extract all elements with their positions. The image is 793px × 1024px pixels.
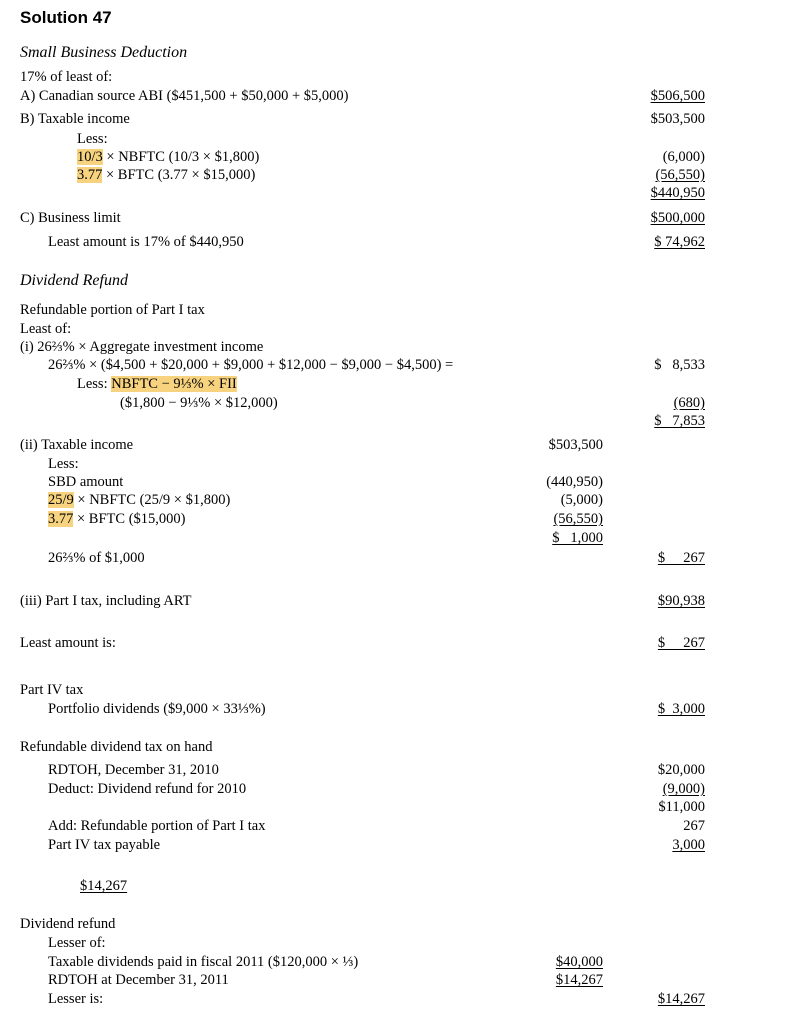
sbd-b-amount: $503,500 — [650, 111, 705, 127]
dr-iii-amount: $90,938 — [657, 593, 705, 609]
rdtoh-deduct: Deduct: Dividend refund for 2010 — [48, 781, 247, 797]
dr-ii-sbd: SBD amount — [48, 474, 124, 490]
dr-least-of: Least of: — [20, 321, 72, 337]
dr-iii-label: (iii) Part I tax, including ART — [20, 593, 192, 609]
dr-least-label: Least amount is: — [20, 635, 116, 651]
refund-lesser-amount: $14,267 — [657, 991, 705, 1007]
dr-ii-pct-amount: $ 267 — [657, 550, 705, 566]
sbd-intro: 17% of least of: — [20, 69, 113, 85]
sbd-bftc-amount: (56,550) — [655, 167, 705, 183]
rdtoh-p4-amount: 3,000 — [672, 837, 705, 853]
sbd-least-amount: $ 74,962 — [654, 234, 705, 250]
dr-ii-bftc-text: × BFTC ($15,000) — [73, 511, 186, 527]
dr-least-amount: $ 267 — [657, 635, 705, 651]
sbd-least-label: Least amount is 17% of $440,950 — [48, 234, 244, 250]
dr-ii-nbftc-text: × NBFTC (25/9 × $1,800) — [73, 492, 231, 508]
sbd-a-label: A) Canadian source ABI ($451,500 + $50,000 + $5,000) — [20, 88, 349, 104]
rdtoh-opening-amount: $20,000 — [657, 762, 705, 778]
dr-ii-nbftc-amount: (5,000) — [560, 492, 603, 508]
sbd-bftc-text: × BFTC (3.77 × $15,000) — [102, 167, 256, 183]
rdtoh-add: Add: Refundable portion of Part I tax — [48, 818, 266, 834]
refund-heading: Dividend refund — [20, 916, 116, 932]
rdtoh-opening: RDTOH, December 31, 2010 — [48, 762, 219, 778]
p4-heading: Part IV tax — [20, 682, 84, 698]
p4-amount: $ 3,000 — [657, 701, 705, 717]
refund-lesser-is: Lesser is: — [48, 991, 104, 1007]
sbd-less: Less: — [77, 131, 108, 147]
sbd-c-amount: $500,000 — [650, 210, 705, 226]
refund-lesser-of: Lesser of: — [48, 935, 106, 951]
dr-ii-sbd-amount: (440,950) — [546, 474, 603, 490]
rdtoh-p4: Part IV tax payable — [48, 837, 161, 853]
sbd-b-total: $440,950 — [650, 185, 705, 201]
dr-portion: Refundable portion of Part I tax — [20, 302, 205, 318]
dr-i-less-line — [77, 376, 237, 393]
p4-portfolio: Portfolio dividends ($9,000 × 33⅓%) — [48, 701, 266, 717]
dr-ii-nbftc-line — [48, 492, 230, 509]
dr-ii-amount: $503,500 — [548, 437, 603, 453]
refund-rdtoh: RDTOH at December 31, 2011 — [48, 972, 229, 988]
rdtoh-add-amount: 267 — [683, 818, 705, 834]
sbd-heading: Small Business Deduction — [20, 44, 188, 61]
dr-i-amount: $ 8,533 — [654, 357, 705, 373]
dr-ii-bftc-amount: (56,550) — [553, 511, 603, 527]
dr-i-label: (i) 26⅔% × Aggregate investment income — [20, 339, 264, 355]
highlight-factor: 25/9 — [48, 492, 74, 508]
rdtoh-total: $14,267 — [80, 878, 128, 894]
refund-rdtoh-amount: $14,267 — [555, 972, 603, 988]
dr-i-total: $ 7,853 — [654, 413, 705, 429]
dr-i-calc: 26⅔% × ($4,500 + $20,000 + $9,000 + $12,000 − $9,000 − $4,500) = — [48, 357, 454, 373]
rdtoh-subtotal: $11,000 — [658, 799, 705, 815]
dr-ii-less: Less: — [48, 456, 79, 472]
highlight-factor: 10/3 — [77, 149, 103, 165]
sbd-a-amount: $506,500 — [650, 88, 705, 104]
highlight-factor: 3.77 — [48, 511, 74, 527]
dr-i-less-amount: (680) — [673, 395, 705, 411]
sbd-bftc-line — [77, 167, 255, 184]
dr-ii-subtotal: $ 1,000 — [552, 530, 603, 546]
sbd-c-label: C) Business limit — [20, 210, 121, 226]
page-title: Solution 47 — [20, 8, 112, 27]
rdtoh-heading: Refundable dividend tax on hand — [20, 739, 213, 755]
dr-i-less: Less: — [77, 376, 112, 392]
dr-ii-label: (ii) Taxable income — [20, 437, 134, 453]
dr-ii-pct: 26⅔% of $1,000 — [48, 550, 145, 566]
dr-i-less-calc: ($1,800 − 9⅓% × $12,000) — [120, 395, 278, 411]
refund-taxable: Taxable dividends paid in fiscal 2011 ($120,000 × ⅓) — [48, 954, 359, 970]
sbd-b-label: B) Taxable income — [20, 111, 130, 127]
sbd-nbftc-amount: (6,000) — [662, 149, 705, 165]
highlight-factor: 3.77 — [77, 167, 103, 183]
sbd-nbftc-text: × NBFTC (10/3 × $1,800) — [102, 149, 260, 165]
dr-heading: Dividend Refund — [20, 272, 128, 289]
rdtoh-deduct-amount: (9,000) — [662, 781, 705, 797]
refund-taxable-amount: $40,000 — [555, 954, 603, 970]
dr-ii-bftc-line — [48, 511, 185, 528]
sbd-nbftc-line — [77, 149, 259, 166]
highlight-nbftc-fii: NBFTC − 9⅓% × FII — [111, 376, 237, 392]
